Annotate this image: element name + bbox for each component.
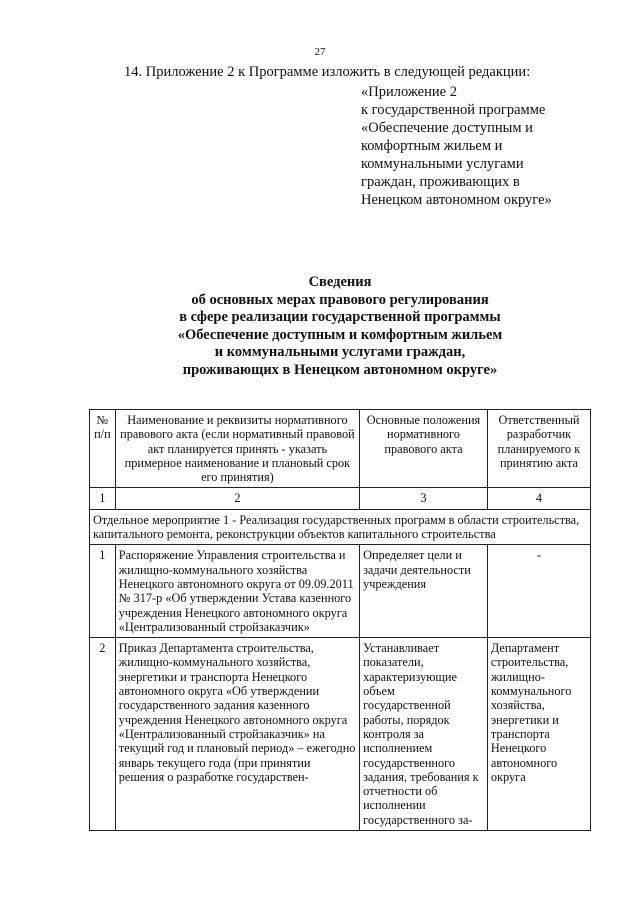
appendix-line: коммунальными услугами	[361, 156, 524, 172]
column-number: 4	[487, 488, 590, 509]
header-provisions: Основные положения нормативного правового акта	[360, 410, 488, 488]
table-row	[90, 545, 591, 638]
row-act-name: Распоряжение Управления строительства и жилищно-коммунального хозяйства Ненецкого автономного округа от 09.09.2011 № 317-р «Об утверждении Устава казенного учреждения Ненецкого автономного округа «Централизованный стройзаказчик»	[115, 545, 359, 638]
appendix-line: граждан, проживающих в	[361, 174, 520, 190]
header-number: № п/п	[90, 410, 116, 488]
appendix-line: «Обеспечение доступным и	[361, 120, 533, 136]
row-number: 2	[90, 638, 116, 831]
document-title	[90, 274, 590, 379]
section-row	[90, 509, 591, 545]
row-provisions: Устанавливает показатели, характеризующие объем государственной работы, порядок контроля за исполнением государственного задания, требования к отчетности об исполнении государственного за-	[360, 638, 488, 831]
row-developer: Департамент строительства, жилищно-коммунального хозяйства, энергетики и транспорта Ненецкого автономного округа	[487, 638, 590, 831]
title-line: Сведения	[308, 274, 372, 290]
appendix-reference	[361, 83, 552, 209]
row-developer: -	[487, 545, 590, 638]
title-line: об основных мерах правового регулирования	[191, 291, 489, 308]
page-number: 27	[314, 46, 326, 58]
title-line: в сфере реализации государственной программы	[179, 309, 501, 325]
item-heading: 14. Приложение 2 к Программе изложить в следующей редакции:	[124, 64, 531, 80]
title-line: проживающих в Ненецком автономном округе»	[182, 361, 498, 378]
header-developer: Ответственный разработчик планируемого к принятию акта	[487, 410, 590, 488]
title-line: «Обеспечение доступным и комфортным жильем	[177, 326, 503, 343]
section-title: Отдельное мероприятие 1 - Реализация государственных программ в области строительства, капитального ремонта, реконструкции объектов капитального строительства	[90, 509, 591, 545]
table-row	[90, 638, 591, 831]
column-number: 2	[115, 488, 359, 509]
appendix-line: Ненецком автономном округе»	[361, 192, 552, 208]
header-act-name: Наименование и реквизиты нормативного правового акта (если нормативный правовой акт планируется принять - указать примерное наименование и плановый срок его принятия)	[115, 410, 359, 488]
table-header-row	[90, 410, 591, 488]
appendix-line: комфортным жильем и	[361, 138, 503, 154]
row-number: 1	[90, 545, 116, 638]
title-line: и коммунальными услугами граждан,	[214, 344, 466, 360]
row-act-name: Приказ Департамента строительства, жилищно-коммунального хозяйства, энергетики и транспорта Ненецкого автономного округа «Об утверждении государственного задания казенного учреждения Ненецкого автономного округа «Централизованный стройзаказчик» на текущий год и плановый период» – ежегодно январь текущего года (при принятии решения о разработке государствен-	[115, 638, 359, 831]
column-number: 3	[360, 488, 488, 509]
row-provisions: Определяет цели и задачи деятельности учреждения	[360, 545, 488, 638]
measures-table	[89, 409, 591, 831]
column-number: 1	[90, 488, 116, 509]
appendix-line: «Приложение 2	[361, 84, 457, 100]
column-numbers-row	[90, 488, 591, 509]
appendix-line: к государственной программе	[361, 102, 546, 118]
